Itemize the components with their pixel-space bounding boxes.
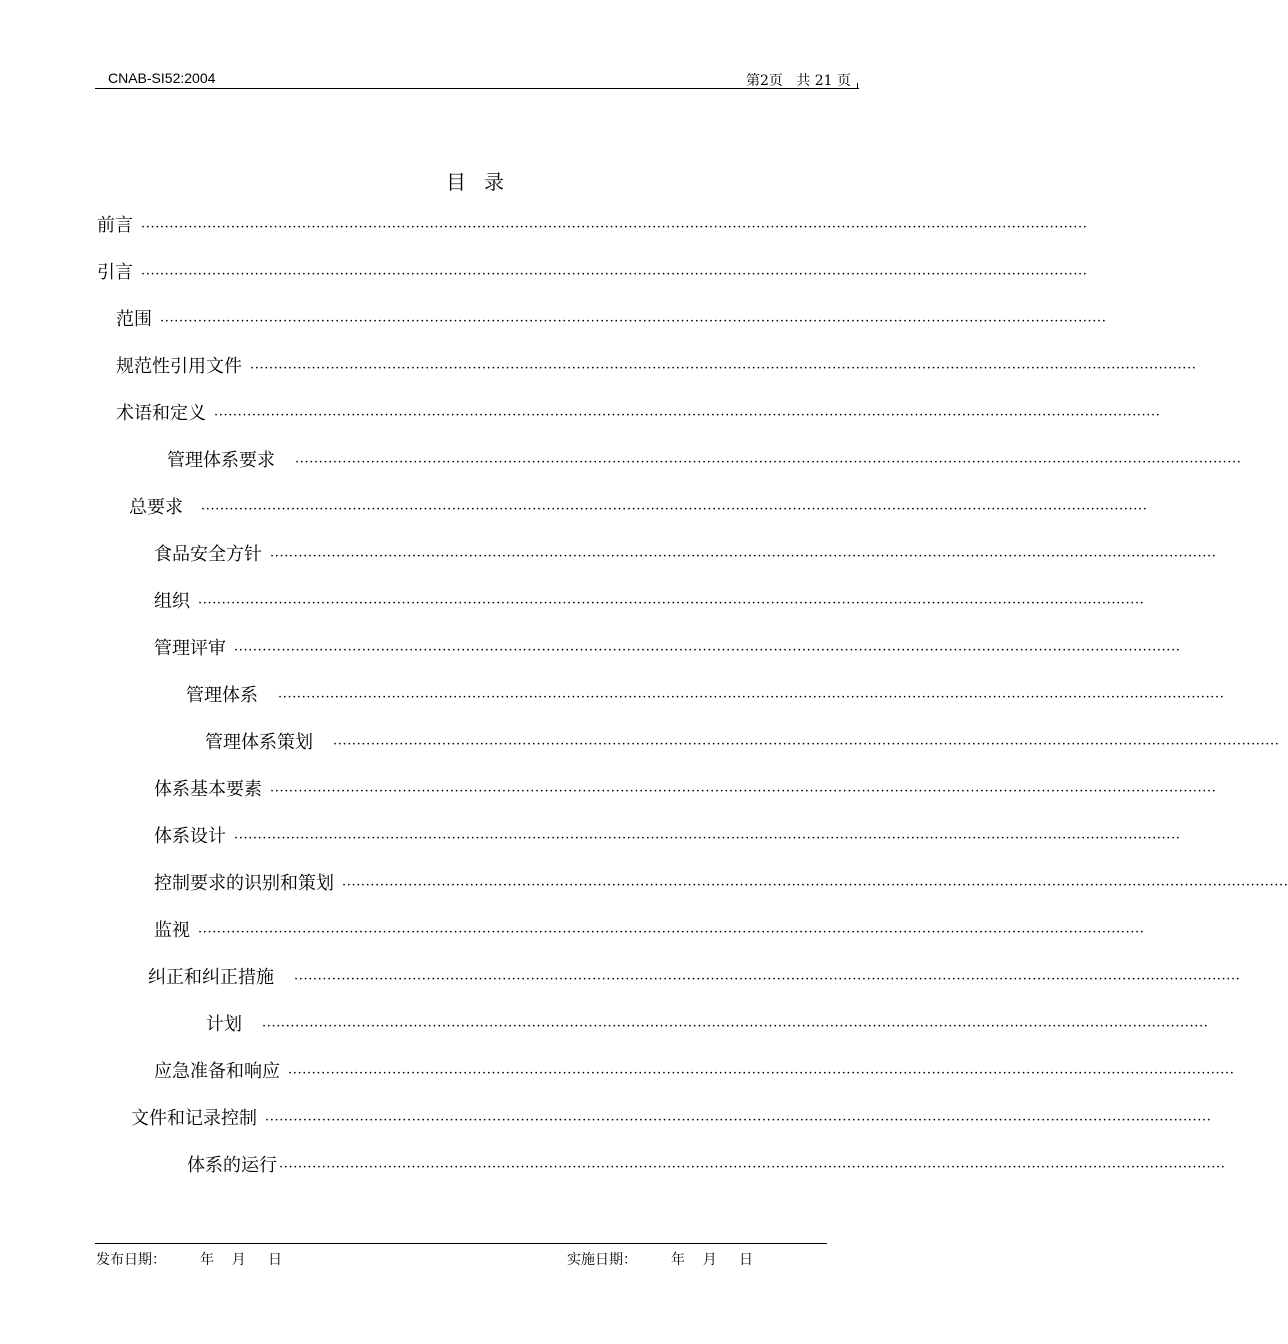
toc-entry-label: 应急准备和响应 [154,1061,280,1082]
toc-entry[interactable] [129,493,1148,519]
toc-leader-dots: ········································································································································································································ [295,455,1242,470]
toc-leader-dots: ········································································································································································································ [198,596,1145,611]
toc-entry-label: 纠正和纠正措施 [148,967,274,988]
toc-leader-dots: ········································································································································································································ [160,314,1107,329]
toc-entry-label: 管理体系 [186,685,258,706]
toc-entry-label: 体系设计 [154,826,226,847]
toc-leader-dots: ········································································································································································································ [270,549,1217,564]
toc-leader-dots: ········································································································································································································ [278,690,1225,705]
toc-entry[interactable] [116,305,1107,331]
toc-leader-dots: ········································································································································································································ [288,1066,1235,1081]
toc-entry[interactable] [116,352,1197,378]
toc-entry-label: 规范性引用文件 [116,356,242,377]
toc-entry-label: 总要求 [129,497,183,518]
toc-leader-dots: ········································································································································································································ [265,1113,1212,1128]
toc-entry[interactable] [154,1057,1235,1083]
toc-leader-dots: ········································································································································································································ [141,220,1088,235]
toc-entry[interactable] [187,1151,1226,1177]
toc-entry[interactable] [131,1104,1212,1130]
toc-entry[interactable] [186,681,1225,707]
toc-entry-label: 管理体系要求 [167,450,275,471]
toc-leader-dots: ········································································································································································································ [333,737,1280,752]
toc-entry[interactable] [154,822,1181,848]
toc-leader-dots: ········································································································································································································ [262,1019,1209,1034]
toc-leader-dots: ········································································································································································································ [342,878,1288,893]
effective-date-label: 实施日期： [567,1252,637,1268]
publish-date-label: 发布日期： [96,1252,166,1268]
toc-entry-label: 管理评审 [154,638,226,659]
toc-entry[interactable] [116,399,1161,425]
toc-entry-label: 术语和定义 [116,403,206,424]
document-code: CNAB-SI52:2004 [108,70,216,86]
toc-entry[interactable] [167,446,1242,472]
toc-leader-dots: ········································································································································································································ [270,784,1217,799]
header-divider-tick [857,83,858,89]
toc-entry[interactable] [206,1010,1209,1036]
header-divider [95,88,859,89]
toc-entry-label: 监视 [154,920,190,941]
toc-entry[interactable] [97,258,1088,284]
toc-entry[interactable] [97,211,1088,237]
toc-entry-label: 管理体系策划 [205,732,313,753]
toc-entry[interactable] [154,540,1217,566]
toc-entry-label: 计划 [206,1014,242,1035]
toc-entry[interactable] [154,634,1181,660]
toc-entry-label: 体系基本要素 [154,779,262,800]
effective-date-value: 年 月 日 [671,1252,754,1268]
toc-entry[interactable] [154,587,1145,613]
toc-entry-label: 控制要求的识别和策划 [154,873,334,894]
publish-date-value: 年 月 日 [200,1252,283,1268]
toc-entry[interactable] [154,775,1217,801]
toc-leader-dots: ········································································································································································································ [141,267,1088,282]
toc-entry[interactable] [148,963,1241,989]
page-number: 第2页 共 21 页 [746,73,851,89]
toc-leader-dots: ········································································································································································································ [250,361,1197,376]
footer-divider [95,1243,827,1244]
toc-title: 目录 [446,170,522,194]
toc-leader-dots: ········································································································································································································ [201,502,1148,517]
toc-entry-label: 引言 [97,262,133,283]
toc-entry[interactable] [205,728,1280,754]
toc-entry-label: 范围 [116,309,152,330]
toc-leader-dots: ········································································································································································································ [198,925,1145,940]
toc-entry-label: 文件和记录控制 [131,1108,257,1129]
toc-entry[interactable] [154,916,1145,942]
toc-entry[interactable] [154,869,1288,895]
toc-leader-dots: ········································································································································································································ [234,643,1181,658]
toc-entry-label: 体系的运行 [187,1155,277,1176]
toc-leader-dots: ········································································································································································································ [234,831,1181,846]
toc-entry-label: 组织 [154,591,190,612]
toc-entry-label: 食品安全方针 [154,544,262,565]
toc-leader-dots: ········································································································································································································ [294,972,1241,987]
toc-entry-label: 前言 [97,215,133,236]
toc-leader-dots: ········································································································································································································ [279,1160,1226,1175]
toc-leader-dots: ········································································································································································································ [214,408,1161,423]
